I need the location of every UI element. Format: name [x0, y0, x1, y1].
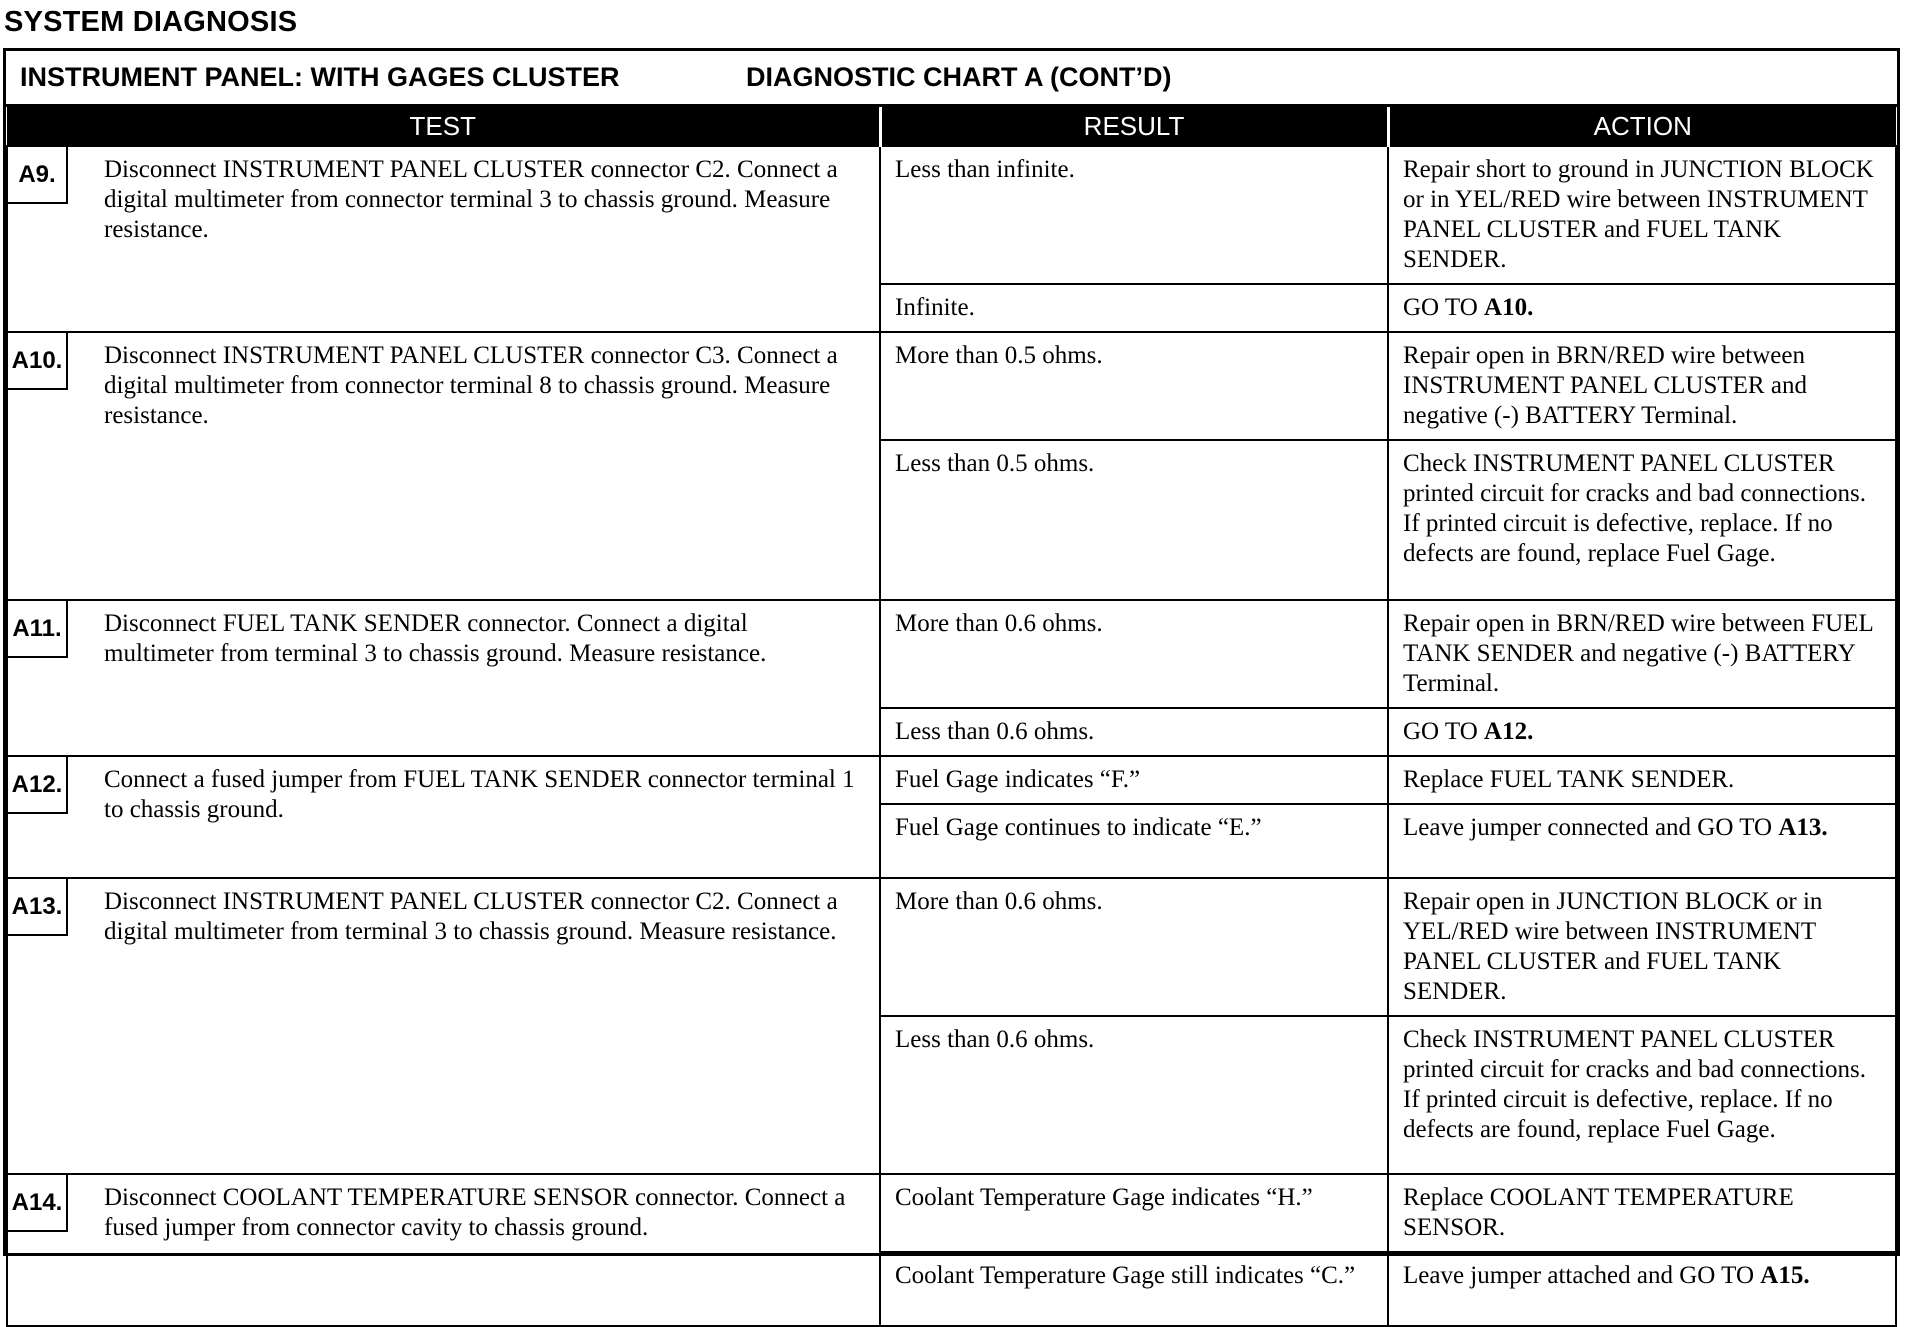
result-cell: Less than 0.6 ohms.	[880, 708, 1388, 756]
action-text: Leave jumper connected and GO TO	[1403, 814, 1779, 841]
action-text: GO TO	[1403, 294, 1485, 321]
table-row	[7, 600, 1896, 708]
test-cell	[7, 878, 880, 1174]
page-heading: SYSTEM DIAGNOSIS	[4, 6, 298, 38]
table-row	[7, 756, 1896, 804]
test-cell	[7, 756, 880, 878]
result-cell: More than 0.6 ohms.	[880, 878, 1388, 1016]
table-row	[7, 1174, 1896, 1252]
step-id-badge: A9.	[8, 147, 68, 204]
action-cell: Replace FUEL TANK SENDER.	[1388, 756, 1896, 804]
column-header-test: TEST	[7, 107, 880, 146]
column-header-result: RESULT	[880, 107, 1388, 146]
test-text: Disconnect INSTRUMENT PANEL CLUSTER connector C2. Connect a digital multimeter from connector terminal 3 to chassis ground. Measure resistance.	[104, 156, 838, 243]
table-row	[7, 146, 1896, 284]
action-text: Leave jumper attached and GO TO	[1403, 1262, 1761, 1289]
test-text: Disconnect COOLANT TEMPERATURE SENSOR connector. Connect a fused jumper from connector cavity to chassis ground.	[104, 1184, 846, 1241]
action-cell: Repair open in BRN/RED wire between FUEL TANK SENDER and negative (-) BATTERY Terminal.	[1388, 600, 1896, 708]
test-text: Disconnect INSTRUMENT PANEL CLUSTER connector C3. Connect a digital multimeter from connector terminal 8 to chassis ground. Measure resistance.	[104, 342, 838, 429]
diagnostic-chart	[3, 48, 1900, 1289]
table-row	[7, 332, 1896, 440]
action-cell: Repair short to ground in JUNCTION BLOCK or in YEL/RED wire between INSTRUMENT PANEL CLUSTER and FUEL TANK SENDER.	[1388, 146, 1896, 284]
result-cell: Fuel Gage indicates “F.”	[880, 756, 1388, 804]
action-cell	[1388, 708, 1896, 756]
result-cell: More than 0.5 ohms.	[880, 332, 1388, 440]
action-cell: Check INSTRUMENT PANEL CLUSTER printed circuit for cracks and bad connections. If printed circuit is defective, replace. If no defects are found, replace Fuel Gage.	[1388, 1016, 1896, 1174]
action-cell	[1388, 1252, 1896, 1326]
result-cell: Less than 0.5 ohms.	[880, 440, 1388, 600]
chart-subtitle: DIAGNOSTIC CHART A (CONT’D)	[746, 62, 1172, 92]
result-cell: Infinite.	[880, 284, 1388, 332]
goto-step-code: A13.	[1778, 814, 1828, 841]
goto-step-code: A12.	[1484, 718, 1534, 745]
action-cell	[1388, 284, 1896, 332]
column-header-action: ACTION	[1388, 107, 1896, 146]
result-cell: More than 0.6 ohms.	[880, 600, 1388, 708]
action-cell: Check INSTRUMENT PANEL CLUSTER printed circuit for cracks and bad connections. If printed circuit is defective, replace. If no defects are found, replace Fuel Gage.	[1388, 440, 1896, 600]
result-cell: Less than 0.6 ohms.	[880, 1016, 1388, 1174]
result-cell: Less than infinite.	[880, 146, 1388, 284]
step-id-badge: A14.	[8, 1175, 68, 1232]
test-text: Disconnect FUEL TANK SENDER connector. Connect a digital multimeter from terminal 3 to chassis ground. Measure resistance.	[104, 610, 767, 667]
action-cell: Repair open in JUNCTION BLOCK or in YEL/RED wire between INSTRUMENT PANEL CLUSTER and FUEL TANK SENDER.	[1388, 878, 1896, 1016]
step-id-badge: A12.	[8, 757, 68, 814]
test-cell	[7, 1174, 880, 1326]
step-id-badge: A11.	[8, 601, 68, 658]
test-cell	[7, 146, 880, 332]
action-cell	[1388, 804, 1896, 878]
diagnostic-table	[6, 107, 1897, 1327]
header-row	[7, 107, 1896, 146]
table-row	[7, 878, 1896, 1016]
test-text: Connect a fused jumper from FUEL TANK SENDER connector terminal 1 to chassis ground.	[104, 766, 855, 823]
result-cell: Coolant Temperature Gage still indicates “C.”	[880, 1252, 1388, 1326]
step-id-badge: A10.	[8, 333, 68, 390]
chart-title: INSTRUMENT PANEL: WITH GAGES CLUSTER	[20, 62, 620, 92]
goto-step-code: A15.	[1760, 1262, 1810, 1289]
test-text: Disconnect INSTRUMENT PANEL CLUSTER connector C2. Connect a digital multimeter from terminal 3 to chassis ground. Measure resistance.	[104, 888, 838, 945]
action-cell: Repair open in BRN/RED wire between INSTRUMENT PANEL CLUSTER and negative (-) BATTERY Terminal.	[1388, 332, 1896, 440]
chart-header	[6, 51, 1897, 107]
test-cell	[7, 600, 880, 756]
goto-step-code: A10.	[1484, 294, 1534, 321]
result-cell: Coolant Temperature Gage indicates “H.”	[880, 1174, 1388, 1252]
action-text: GO TO	[1403, 718, 1485, 745]
result-cell: Fuel Gage continues to indicate “E.”	[880, 804, 1388, 878]
test-cell	[7, 332, 880, 600]
action-cell: Replace COOLANT TEMPERATURE SENSOR.	[1388, 1174, 1896, 1252]
step-id-badge: A13.	[8, 879, 68, 936]
